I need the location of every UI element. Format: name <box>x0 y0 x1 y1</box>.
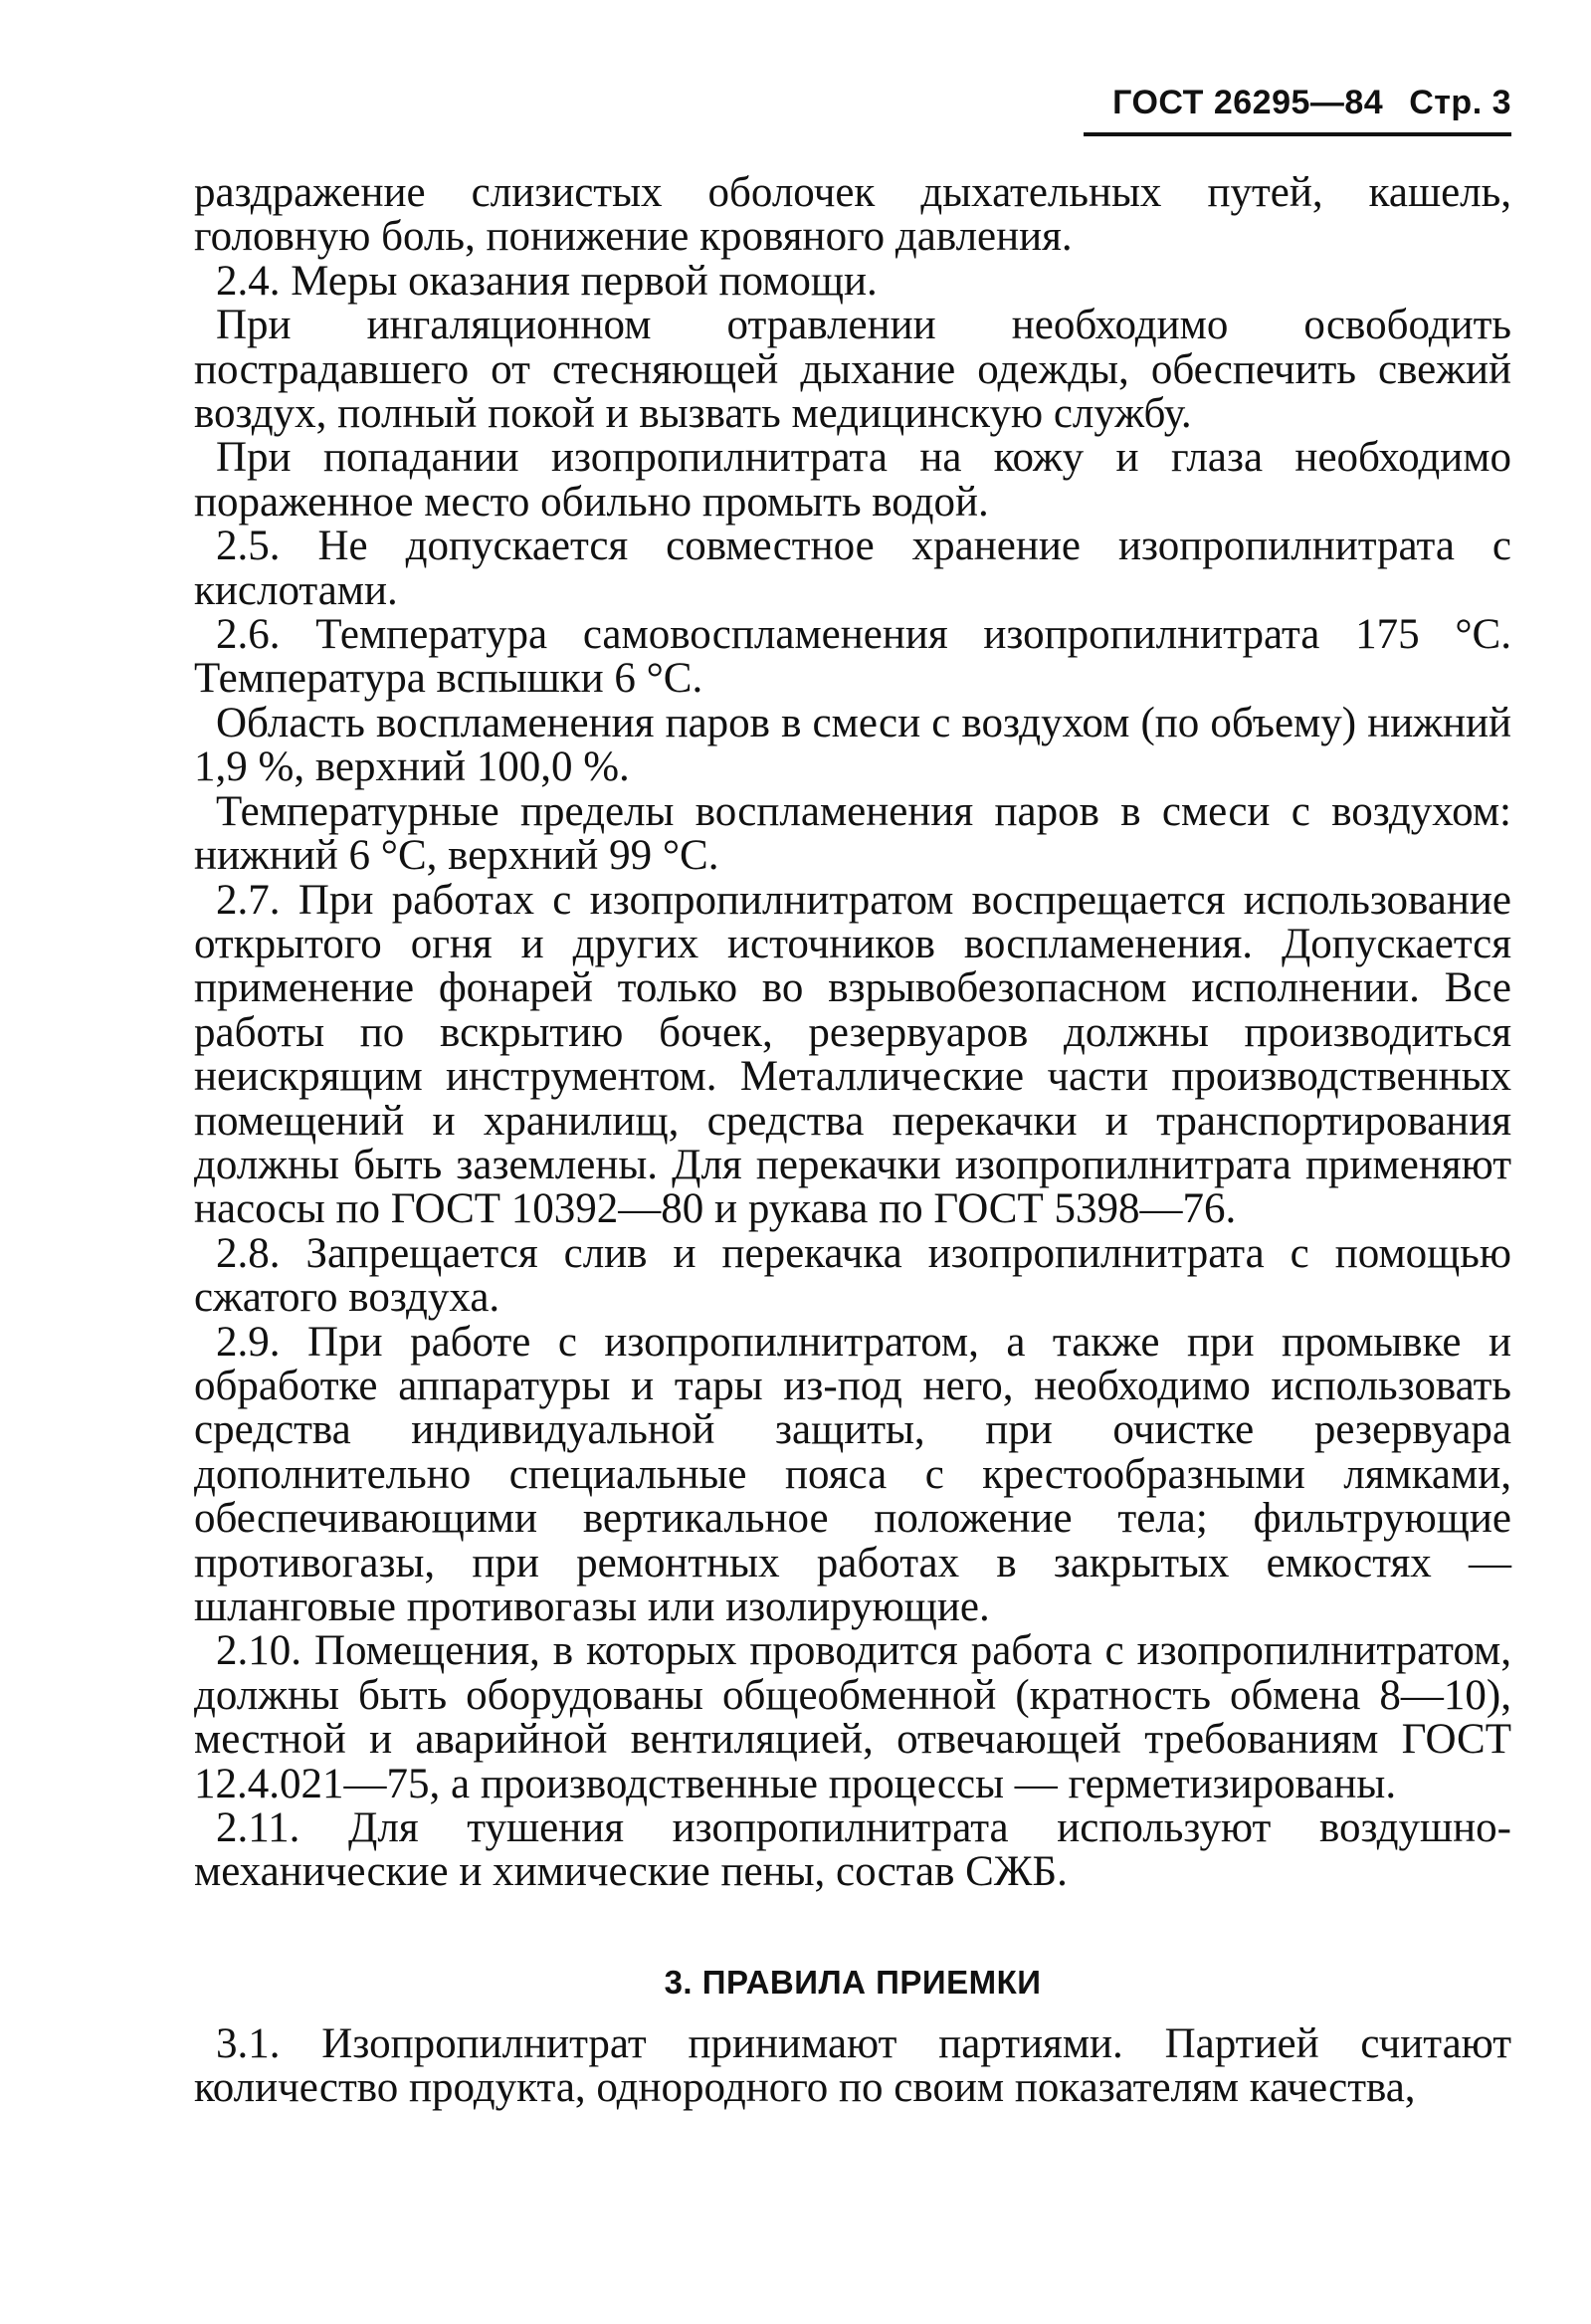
paragraph-temperature-limits: Температурные пределы воспламенения паров в смеси с воздухом: нижний 6 °С, верхний 99 °С. <box>194 787 1511 880</box>
paragraph-2-8: 2.8. Запрещается слив и перекачка изопропилнитрата с помощью сжатого воздуха. <box>194 1229 1511 1322</box>
header-rule <box>1084 132 1511 136</box>
paragraph-flammability-range: Область воспламенения паров в смеси с воздухом (по объему) нижний 1,9 %, верхний 100,0 %. <box>194 699 1511 791</box>
paragraph-2-7: 2.7. При работах с изопропилнитратом воспрещается использование открытого огня и других источников воспламенения. Допускается применение фонарей только во взрывобезопасном исполнении. Все работы по вскрытию бочек, резервуаров должны производиться неискрящим инструментом. Металлические части производственных помещений и хранилищ, средства перекачки и транспортирования должны быть заземлены. Для перекачки изопропилнитрата применяют насосы по ГОСТ 10392—80 и рукава по ГОСТ 5398—76. <box>194 876 1511 1233</box>
paragraph-2-10: 2.10. Помещения, в которых проводится работа с изопропилнитратом, должны быть оборудованы общеобменной (кратность обмена 8—10), местной и аварийной вентиляцией, отвечающей требованиям ГОСТ 12.4.021—75, а производственные процессы — герметизированы. <box>194 1627 1511 1807</box>
paragraph-2-9: 2.9. При работе с изопропилнитратом, а также при промывке и обработке аппаратуры и тары из-под него, необходимо использовать средства индивидуальной защиты, при очистке резервуара дополнительно специальные пояса с крестообразными лямками, обеспечивающими вертикальное положение тела; фильтрующие противогазы, при ремонтных работах в закрытых емкостях — шланговые противогазы или изолирующие. <box>194 1318 1511 1630</box>
paragraph-3-1: 3.1. Изопропилнитрат принимают партиями. Партией считают количество продукта, однородного по своим показателям качества, <box>194 2019 1511 2112</box>
paragraph-first-aid-skin: При попадании изопропилнитрата на кожу и глаза необходимо пораженное место обильно промыть водой. <box>194 434 1511 526</box>
standard-number: ГОСТ 26295—84 <box>1112 84 1384 121</box>
document-body <box>194 171 1511 2111</box>
paragraph-2-11: 2.11. Для тушения изопропилнитрата используют воздушно-механические и химические пены, состав СЖБ. <box>194 1804 1511 1896</box>
page-number: Стр. 3 <box>1409 84 1511 121</box>
page-header <box>1112 84 1511 122</box>
paragraph-continuation: раздражение слизистых оболочек дыхательных путей, кашель, головную боль, понижение кровяного давления. <box>194 169 1511 261</box>
paragraph-2-5: 2.5. Не допускается совместное хранение изопропилнитрата с кислотами. <box>194 523 1511 614</box>
paragraph-2-4: 2.4. Меры оказания первой помощи. <box>216 257 878 305</box>
section-title: 3. ПРАВИЛА ПРИЕМКИ <box>664 1963 1042 2001</box>
paragraph-2-6: 2.6. Температура самовоспламенения изопропилнитрата 175 °С. Температура вспышки 6 °С. <box>194 611 1511 703</box>
paragraph-first-aid-inhalation: При ингаляционном отравлении необходимо освободить пострадавшего от стесняющей дыхание одежды, обеспечить свежий воздух, полный покой и вызвать медицинскую службу. <box>194 302 1511 438</box>
